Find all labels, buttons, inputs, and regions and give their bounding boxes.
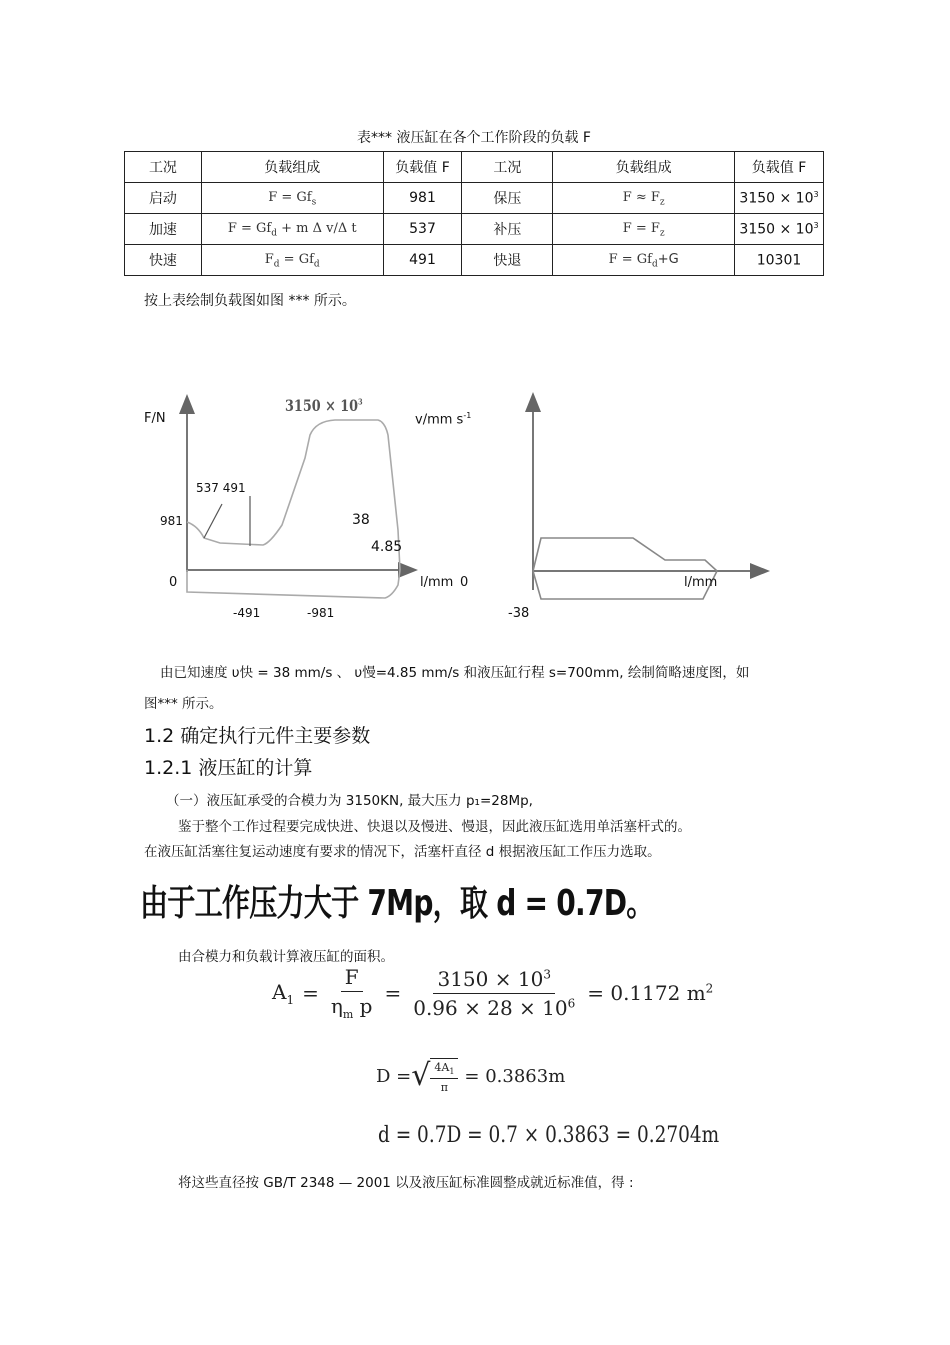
load-y-label: F/N [144,411,166,426]
pressure-statement: 由于工作压力大于 7Mp，取 d = 0.7D。 [140,883,654,924]
table-header: 负载组成 [553,152,735,183]
speed-forward-curve [533,538,717,571]
rod-equation: d = 0.7D = 0.7 × 0.3863 = 0.2704m [378,1123,720,1148]
load-table [124,151,824,276]
speed-paragraph-line1: 由已知速度 υ快 = 38 mm/s 、 υ慢=4.85 mm/s 和液压缸行程 s=700mm, 绘制简略速度图，如 [160,665,750,681]
value-cell: 491 [383,245,462,276]
table-header: 负载值 F [383,152,462,183]
table-row [125,183,824,214]
value-cell: $3150 \times 10^3$ [735,183,824,214]
condition-cell: 快退 [462,245,553,276]
section-heading-1-2-1: 1.2.1 液压缸的计算 [144,757,313,779]
eq2-radicand: $\frac{4A_1}{\pi}$ [430,1058,458,1094]
area-paragraph: 由合模力和负载计算液压缸的面积。 [178,949,394,965]
value-cell: 981 [383,183,462,214]
label-neg-38: -38 [508,606,530,621]
standard-paragraph: 将这些直径按 GB/T 2348 — 2001 以及液压缸标准圆整成就近标准值，得 : [178,1175,634,1191]
eq1-fraction-1: $\frac{F}{\eta_m p}$ [330,965,373,1021]
table-row [125,214,824,245]
table-header: 负载值 F [735,152,824,183]
label-neg-491: -491 [233,606,261,620]
diameter-equation: D = √ $\frac{4A_1}{\pi}$ = 0.3863m [376,1058,566,1095]
formula-cell: $F \approx F_z$ [553,183,735,214]
load-diagram [130,380,440,630]
condition-cell: 补压 [462,214,553,245]
formula-cell: $F_d = Gf_d$ [201,245,383,276]
value-cell: 10301 [735,245,824,276]
cylinder-paragraph-line2: 在液压缸活塞往复运动速度有要求的情况下，活塞杆直径 d 根据液压缸工作压力选取。 [144,844,661,860]
formula-cell: $F = Gf_d+G$ [553,245,735,276]
speed-y-label: v/mm $s^{-1}$ [415,411,472,428]
eq1-result: = 0.1172 $m^2$ [587,981,714,1005]
area-equation: $A_1$ = $\frac{F}{\eta_m p}$ = $\frac{3150 \times 10^3}{0.96 \times 28 \times 10^6}$ = 0.1172 $m^2$ [272,965,714,1021]
pointer-line [204,504,222,538]
condition-cell: 启动 [125,183,202,214]
table-header: 工况 [462,152,553,183]
load-origin: 0 [169,575,178,590]
speed-origin: 0 [460,575,469,590]
eq1-lhs: $A_1$ [272,979,295,1007]
label-537-491: 537 491 [196,481,246,495]
table-header-row [125,152,824,183]
formula-cell: $F = Gf_s$ [201,183,383,214]
load-x-label: l/mm [420,575,454,590]
value-cell: 537 [383,214,462,245]
label-38: 38 [352,512,370,528]
speed-paragraph-line2: 图*** 所示。 [144,696,223,712]
return-curve [187,570,400,598]
load-curve [187,420,403,570]
speed-diagram [505,390,775,620]
eq1-fraction-2: $\frac{3150 \times 10^3}{0.96 \times 28 \times 10^6}$ [413,966,576,1020]
label-neg-981: -981 [307,606,335,620]
peak-label: $3150 \times 10^3$ [285,396,363,415]
formula-cell: $F = Gf_d + m$ Δ v/Δ t [201,214,383,245]
table-row [125,245,824,276]
table-header: 工况 [125,152,202,183]
label-4-85: 4.85 [371,539,403,555]
value-cell: $3150 \times 10^3$ [735,214,824,245]
cylinder-paragraph-line1: 鉴于整个工作过程要完成快进、快退以及慢进、慢退，因此液压缸选用单活塞杆式的。 [178,819,691,835]
speed-x-label: l/mm [684,575,718,590]
condition-cell: 保压 [462,183,553,214]
condition-cell: 快速 [125,245,202,276]
table-header: 负载组成 [201,152,383,183]
table-caption: 表*** 液压缸在各个工作阶段的负载 F [357,130,591,146]
condition-cell: 加速 [125,214,202,245]
after-table-text: 按上表绘制负载图如图 *** 所示。 [144,293,356,309]
label-981: 981 [160,514,183,528]
formula-cell: $F = F_z$ [553,214,735,245]
force-paragraph: （一）液压缸承受的合模力为 3150KN, 最大压力 p₁=28Mp, [166,793,533,809]
section-heading-1-2: 1.2 确定执行元件主要参数 [144,725,371,747]
